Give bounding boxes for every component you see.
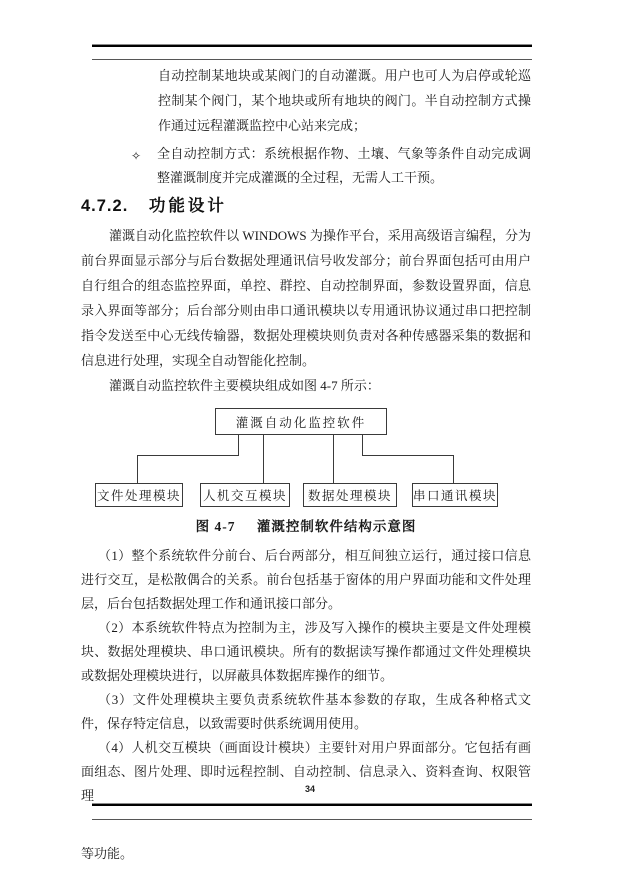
paragraph-item-4: （4）人机交互模块（画面设计模块）主要针对用户界面部分。它包括有画面组态、图片处理、即时远程控制、自动控制、信息录入、资料查询、权限管理: [81, 740, 531, 803]
bullet-item-text: 全自动控制方式：系统根据作物、土壤、气象等条件自动完成调整灌溉制度并完成灌溉的全过程，无需人工干预。: [157, 146, 531, 185]
diagram-box-data-processing-module: 数据处理模块: [303, 483, 397, 507]
diagram-box-serial-comm-module: 串口通讯模块: [412, 483, 498, 507]
diagram-box-file-processing-module: 文件处理模块: [95, 483, 183, 507]
next-page-first-line: 等功能。: [81, 846, 134, 861]
figure-caption: [81, 516, 531, 538]
paragraph-continuation: 自动控制某地块或某阀门的自动灌溉。用户也可人为启停或轮巡控制某个阀门，某个地块或所有地块的阀门。半自动控制方式操作通过远程灌溉监控中心站来完成；: [158, 68, 531, 133]
section-heading-number: 4.7.2.: [81, 197, 129, 215]
paragraph-item-2: （2）本系统软件特点为控制为主，涉及写入操作的模块主要是文件处理模块、数据处理模块、串口通讯模块。所有的数据读写操作都通过文件处理模块或数据处理模块进行，以屏蔽具体数据库操作的细节。: [81, 620, 531, 683]
figure-4-7-diagram: [81, 404, 531, 510]
paragraph-item-1: （1）整个系统软件分前台、后台两部分，相互间独立运行，通过接口信息进行交互，是松散偶合的关系。前台包括基于窗体的用户界面功能和文件处理层，后台包括数据处理工作和通讯接口部分。: [81, 548, 531, 611]
header-rule-thin: [92, 59, 532, 60]
diagram-root-box: 灌溉自动化监控软件: [215, 408, 387, 435]
paragraph-figure-intro: 灌溉自动监控软件主要模块组成如图 4-7 所示：: [109, 378, 380, 393]
bullet-list-item: [81, 142, 531, 190]
section-heading: [81, 195, 531, 217]
header-rule-thick: [92, 44, 532, 47]
figure-caption-title: 灌溉控制软件结构示意图: [256, 519, 417, 534]
paragraph-overview: 灌溉自动化监控软件以 WINDOWS 为操作平台，采用高级语言编程，分为前台界面显示部分与后台数据处理通讯信号收发部分；前台界面包括可由用户自行组合的组态监控界面，单控、群控、自动控制界面，参数设置界面，信息录入界面等部分；后台部分则由串口通讯模块以专用通讯协议通过串口把控制指令发送至中心无线传输器，数据处理模块则负责对各种传感器采集的数据和信息进行处理，实现全自动智能化控制。: [81, 228, 531, 368]
diamond-bullet-icon: ✧: [131, 149, 142, 163]
page-content: [81, 63, 531, 808]
footer-rule-thick: [92, 803, 532, 806]
footer-rule-thin: [92, 819, 532, 820]
section-heading-title: 功能设计: [148, 197, 227, 215]
page-number: 34: [304, 784, 315, 794]
diagram-box-human-machine-module: 人机交互模块: [200, 483, 290, 507]
figure-caption-label: 图 4-7: [195, 519, 236, 534]
paragraph-item-3: （3）文件处理模块主要负责系统软件基本参数的存取，生成各种格式文件，保存特定信息，以致需要时供系统调用使用。: [81, 692, 531, 731]
